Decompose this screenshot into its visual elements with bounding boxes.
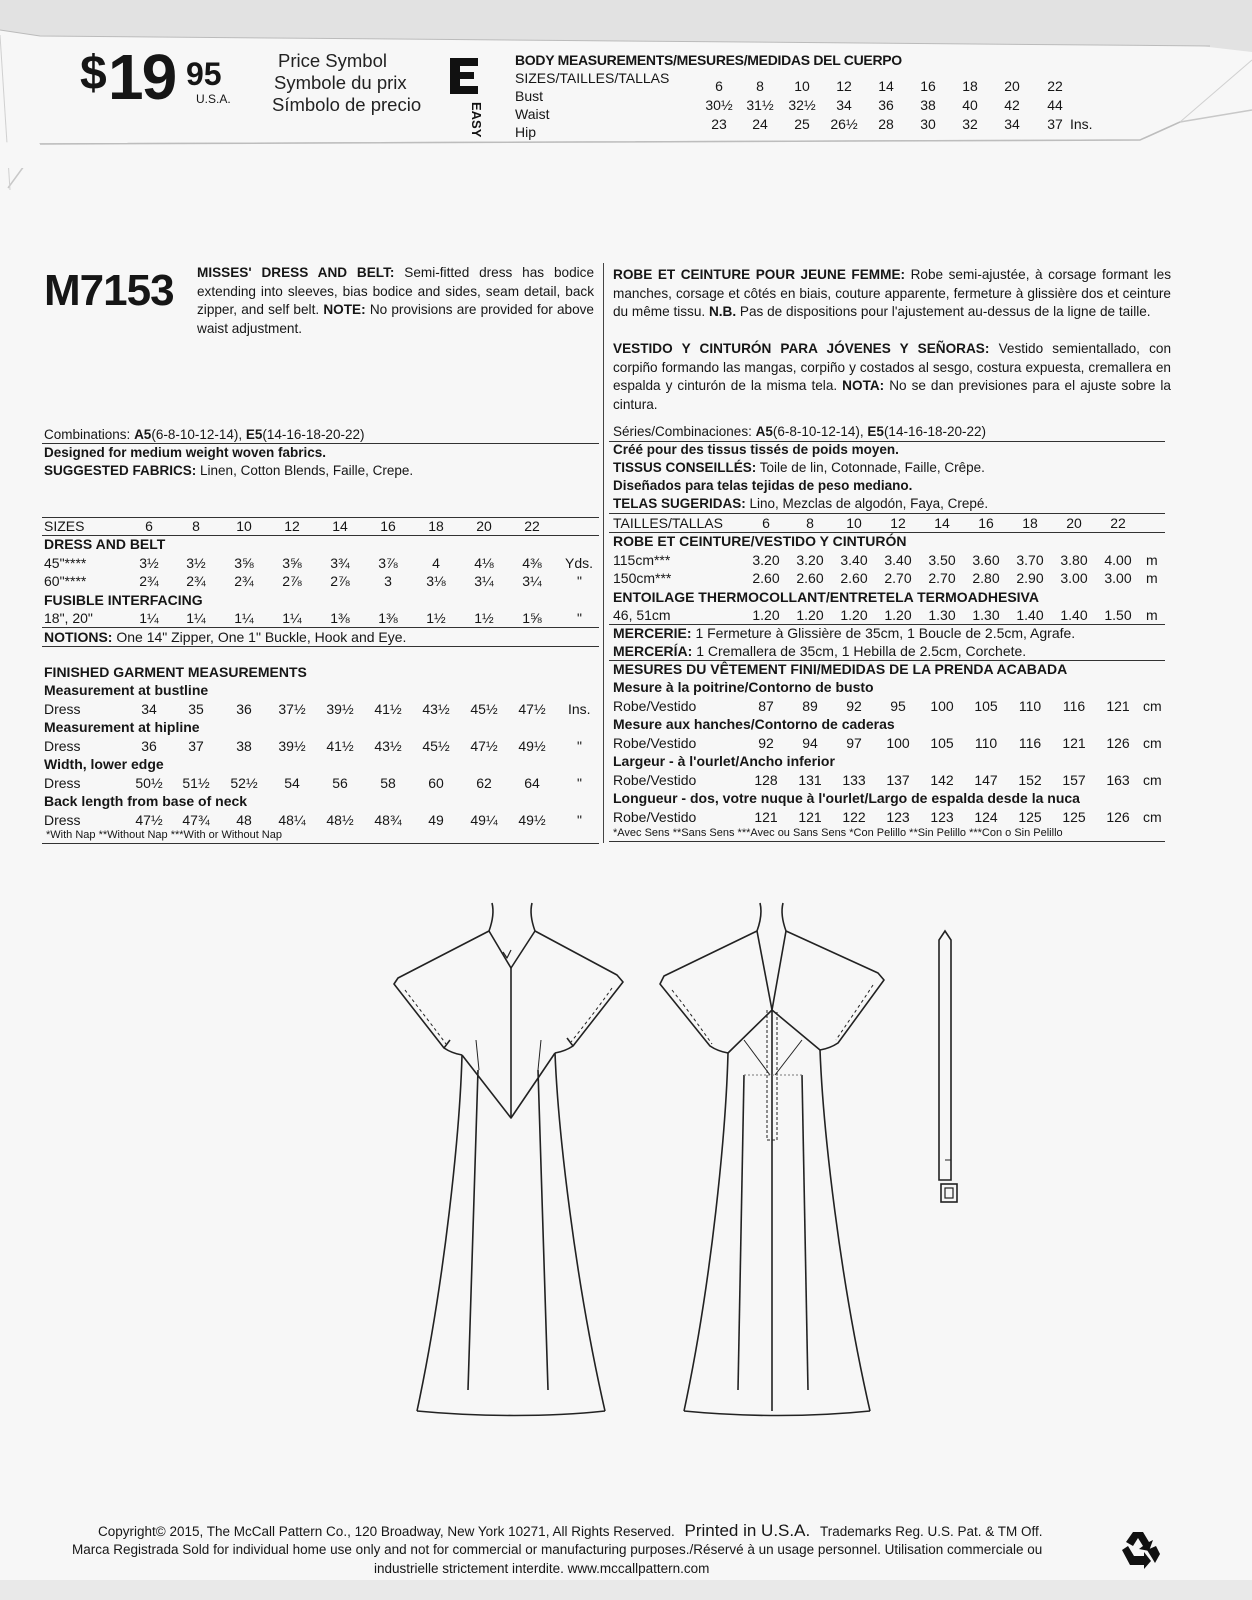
mercerie-label: MERCERIE: — [613, 625, 692, 641]
merceria-label: MERCERÍA: — [613, 643, 693, 659]
yardage-cell: 2¾ — [234, 573, 254, 589]
cm-unit: cm — [1143, 809, 1162, 825]
yardage-cell: 4 — [432, 555, 440, 571]
designed-for: Designed for medium weight woven fabrics. — [44, 445, 327, 460]
row-115-label: 115cm*** — [613, 552, 671, 568]
measure-cell: 37½ — [278, 701, 306, 717]
row-46-label: 46, 51cm — [613, 607, 671, 623]
easy-logo-text: EASY — [469, 102, 484, 138]
metre-cell: 1.30 — [928, 607, 956, 623]
waist-cell: 32 — [962, 116, 978, 132]
metre-cell: 1.40 — [1060, 607, 1088, 623]
french-note: Pas de dispositions pour l'ajustement au-dessus de la ligne de taille. — [739, 304, 1151, 319]
body-size-cell: 12 — [836, 78, 852, 94]
measure-cell: 62 — [476, 775, 492, 791]
metre-cell: 2.60 — [752, 570, 780, 586]
metre-cell: 3.00 — [1104, 570, 1132, 586]
hipline-label: Measurement at hipline — [44, 719, 200, 735]
fr-designed: Créé pour des tissus tissés de poids moyen. — [613, 442, 899, 457]
measure-cell: 49¼ — [470, 812, 498, 828]
measure-cell: 39½ — [326, 701, 354, 717]
measure-cell: 48¼ — [278, 812, 306, 828]
mercerie-text: 1 Fermeture à Glissière de 35cm, 1 Boucle de 2.5cm, Agrafe. — [695, 625, 1076, 641]
waist-cell: 34 — [1004, 116, 1020, 132]
bust-cell: 42 — [1004, 97, 1020, 113]
measure-cell: 41½ — [374, 701, 402, 717]
pattern-number: M7153 — [44, 266, 174, 315]
english-nap-note: *With Nap **Without Nap ***With or Without Nap — [46, 829, 282, 841]
yardage-cell: 2¾ — [186, 573, 206, 589]
m-unit: m — [1146, 570, 1158, 586]
measure-cell: 51½ — [182, 775, 210, 791]
measure-cell: 43½ — [374, 738, 402, 754]
metre-cell: 2.90 — [1016, 570, 1044, 586]
back-length-label: Back length from base of neck — [44, 793, 248, 809]
cm-cell: 125 — [1018, 809, 1042, 825]
robe-label: Robe/Vestido — [613, 698, 697, 714]
measure-cell: 49½ — [518, 812, 546, 828]
metre-cell: 2.70 — [884, 570, 912, 586]
metre-cell: 1.30 — [972, 607, 1000, 623]
measure-cell: 56 — [332, 775, 348, 791]
size-cell: 18 — [428, 518, 444, 534]
metre-cell: 3.80 — [1060, 552, 1088, 568]
metre-cell: 1.20 — [884, 607, 912, 623]
fr-suggested-text: Toile de lin, Cotonnade, Faille, Crêpe. — [759, 460, 985, 475]
ditto-mark: " — [577, 775, 582, 791]
metre-cell: 3.70 — [1016, 552, 1044, 568]
fs-combo-a5-sizes: (6-8-10-12-14), — [772, 424, 864, 439]
copyright-line — [98, 1521, 1043, 1541]
measure-cell: 47½ — [135, 812, 163, 828]
cm-cell: 137 — [886, 772, 910, 788]
yardage-cell: 4⅛ — [474, 555, 494, 571]
fs-size-cell: 12 — [890, 515, 906, 531]
fs-finished-label: MESURES DU VÊTEMENT FINI/MEDIDAS DE LA PRENDA ACABADA — [613, 661, 1068, 677]
fs-combo-a5: A5 — [755, 424, 773, 439]
dress-label: Dress — [44, 701, 81, 717]
metre-cell: 2.60 — [840, 570, 868, 586]
english-note-label: NOTE: — [323, 302, 366, 317]
waist-cell: 23 — [711, 116, 727, 132]
fs-bust-label: Mesure à la poitrine/Contorno de busto — [613, 679, 874, 695]
bust-label: Bust — [515, 88, 544, 104]
fusible-label: FUSIBLE INTERFACING — [44, 592, 203, 608]
fs-combinations-label: Séries/Combinaciones: — [613, 424, 752, 439]
yardage-cell: 3⅝ — [234, 555, 254, 571]
combo-e5: E5 — [245, 427, 263, 442]
measure-cell: 52½ — [230, 775, 258, 791]
cm-cell: 92 — [758, 735, 774, 751]
cm-cell: 147 — [974, 772, 998, 788]
measure-cell: 60 — [428, 775, 444, 791]
yardage-cell: 1½ — [474, 610, 494, 626]
waist-cell: 25 — [794, 116, 810, 132]
english-note: No provisions are provided for above waist adjustment. — [197, 302, 594, 336]
cm-cell: 157 — [1062, 772, 1086, 788]
yardage-cell: 3¼ — [522, 573, 542, 589]
dress-belt-label: DRESS AND BELT — [44, 536, 166, 552]
size-cell: 12 — [284, 518, 300, 534]
cm-cell: 126 — [1106, 735, 1130, 751]
metre-cell: 2.80 — [972, 570, 1000, 586]
row-150-label: 150cm*** — [613, 570, 672, 586]
measure-cell: 48 — [236, 812, 252, 828]
price-cents: 95 — [186, 56, 222, 92]
metre-cell: 3.20 — [752, 552, 780, 568]
waist-cell: 28 — [878, 116, 894, 132]
waist-cell: 24 — [752, 116, 768, 132]
cm-cell: 110 — [1018, 698, 1042, 714]
body-size-cell: 6 — [715, 78, 723, 94]
cm-cell: 125 — [1062, 809, 1086, 825]
width-label: Width, lower edge — [44, 756, 164, 772]
fs-combo-e5-sizes: (14-16-18-20-22) — [883, 424, 986, 439]
yardage-cell: 1⅜ — [378, 610, 398, 626]
cm-cell: 121 — [798, 809, 822, 825]
cm-cell: 87 — [758, 698, 774, 714]
cm-cell: 126 — [1106, 809, 1130, 825]
size-cell: 16 — [380, 518, 396, 534]
suggested-text: Linen, Cotton Blends, Faille, Crepe. — [200, 463, 414, 478]
english-description-text: Semi-fitted dress has bodice extending into sleeves, bias bodice and sides, seam detail, back zipper, and self belt. — [197, 265, 595, 317]
yardage-cell: 1¼ — [139, 610, 159, 626]
robe-label: Robe/Vestido — [613, 735, 697, 751]
yardage-cell: 3⅛ — [426, 573, 446, 589]
measure-cell: 47½ — [518, 701, 546, 717]
fs-size-cell: 8 — [806, 515, 814, 531]
fr-suggested-label: TISSUS CONSEILLÉS: — [613, 460, 757, 475]
dress-label: Dress — [44, 775, 81, 791]
measure-cell: 43½ — [422, 701, 450, 717]
body-size-cell: 20 — [1004, 78, 1020, 94]
bust-cell: 38 — [920, 97, 936, 113]
fs-size-cell: 20 — [1066, 515, 1082, 531]
es-suggested-text: Lino, Mezclas de algodón, Faya, Crepé. — [749, 496, 989, 511]
cm-cell: 116 — [1018, 735, 1042, 751]
ditto-mark: " — [577, 812, 582, 828]
m-unit: m — [1146, 607, 1158, 623]
body-size-cell: 16 — [920, 78, 936, 94]
price-symbol-en: Price Symbol — [278, 50, 387, 71]
fs-combo-e5: E5 — [867, 424, 884, 439]
combo-a5: A5 — [134, 427, 152, 442]
metre-cell: 3.50 — [928, 552, 956, 568]
cm-cell: 124 — [974, 809, 998, 825]
yardage-cell: 1¼ — [186, 610, 206, 626]
measure-cell: 47½ — [470, 738, 498, 754]
yardage-cell: 1¼ — [282, 610, 302, 626]
cm-cell: 123 — [930, 809, 954, 825]
es-designed: Diseñados para telas tejidas de peso mediano. — [613, 478, 913, 493]
metre-cell: 3.00 — [1060, 570, 1088, 586]
cm-cell: 105 — [930, 735, 954, 751]
measure-cell: 35 — [188, 701, 204, 717]
fs-sizes-label: TAILLES/TALLAS — [613, 515, 723, 531]
price-currency: U.S.A. — [196, 92, 231, 106]
body-size-cell: 22 — [1047, 78, 1063, 94]
french-title: ROBE ET CEINTURE POUR JEUNE FEMME: — [613, 267, 906, 282]
yardage-cell: 3 — [384, 573, 392, 589]
spanish-note-label: NOTA: — [842, 378, 885, 393]
yardage-cell: 1⅝ — [522, 610, 542, 626]
yardage-cell: 2¾ — [139, 573, 159, 589]
metre-cell: 2.60 — [796, 570, 824, 586]
cm-cell: 92 — [846, 698, 862, 714]
waist-label: Waist — [515, 106, 550, 122]
yardage-cell: 3½ — [186, 555, 206, 571]
fs-size-cell: 18 — [1022, 515, 1038, 531]
yardage-cell: 3½ — [139, 555, 159, 571]
hip-label: Hip — [515, 124, 537, 140]
cm-cell: 110 — [974, 735, 998, 751]
combo-a5-sizes: (6-8-10-12-14), — [151, 427, 243, 442]
yardage-cell: 3¼ — [474, 573, 494, 589]
waist-cell: 37 — [1047, 116, 1063, 132]
price-main: 19 — [108, 41, 176, 113]
printed-in: Printed in U.S.A. — [684, 1521, 811, 1540]
body-size-cell: 18 — [962, 78, 978, 94]
row-45-label: 45"**** — [44, 555, 87, 571]
measure-cell: 36 — [141, 738, 157, 754]
bust-cell: 30½ — [705, 97, 733, 113]
metre-cell: 3.60 — [972, 552, 1000, 568]
measure-cell: 41½ — [326, 738, 354, 754]
combinations-label: Combinations: — [44, 427, 131, 442]
measure-cell: 58 — [380, 775, 396, 791]
notions-text: One 14" Zipper, One 1" Buckle, Hook and Eye. — [116, 629, 407, 645]
cm-cell: 97 — [846, 735, 862, 751]
waist-cell: 30 — [920, 116, 936, 132]
measure-cell: 47¾ — [182, 812, 210, 828]
bust-cell: 44 — [1047, 97, 1063, 113]
measure-cell: 39½ — [278, 738, 306, 754]
size-cell: 8 — [192, 518, 200, 534]
cm-cell: 121 — [754, 809, 778, 825]
cm-cell: 121 — [1106, 698, 1130, 714]
cm-unit: cm — [1143, 698, 1162, 714]
robe-label: Robe/Vestido — [613, 772, 697, 788]
metre-cell: 1.20 — [840, 607, 868, 623]
recycle-icon-svg — [1116, 1524, 1164, 1572]
cm-unit: cm — [1143, 735, 1162, 751]
fs-size-cell: 22 — [1110, 515, 1126, 531]
measure-cell: 38 — [236, 738, 252, 754]
fs-back-label: Longueur - dos, votre nuque à l'ourlet/Largo de espalda desde la nuca — [613, 790, 1080, 806]
notions-label: NOTIONS: — [44, 629, 113, 645]
yardage-cell: 4⅜ — [522, 555, 542, 571]
cm-cell: 163 — [1106, 772, 1130, 788]
measure-cell: 48¾ — [374, 812, 402, 828]
fs-size-cell: 14 — [934, 515, 950, 531]
ditto-mark: " — [577, 573, 582, 589]
metre-cell: 3.20 — [796, 552, 824, 568]
cm-cell: 123 — [886, 809, 910, 825]
metre-cell: 2.70 — [928, 570, 956, 586]
copyright-text: Copyright© 2015, The McCall Pattern Co., 120 Broadway, New York 10271, All Rights Reserved. — [98, 1524, 675, 1539]
cm-cell: 105 — [974, 698, 998, 714]
bust-cell: 32½ — [788, 97, 816, 113]
price-symbol-es: Símbolo de precio — [272, 94, 422, 115]
yardage-cell: 2⅞ — [330, 573, 350, 589]
french-description-text: Robe semi-ajustée, à corsage formant les manches, corsage et côtés en biais, couture apparente, fermeture à glissière dos et ceinture du même tissu. — [613, 267, 1172, 319]
cm-cell: 152 — [1018, 772, 1042, 788]
metre-cell: 1.50 — [1104, 607, 1132, 623]
body-sizes-label: SIZES/TAILLES/TALLAS — [515, 70, 670, 86]
measure-cell: 45½ — [470, 701, 498, 717]
dress-label: Dress — [44, 812, 81, 828]
footer-line-2: Marca Registrada Sold for individual home use only and not for commercial or manufacturing purposes./Réservé à un usage personnel. Utilisation commerciale ou — [72, 1542, 1043, 1557]
ditto-mark: " — [577, 738, 582, 754]
measure-cell: 36 — [236, 701, 252, 717]
english-title: MISSES' DRESS AND BELT: — [197, 265, 395, 280]
body-size-cell: 8 — [756, 78, 764, 94]
measure-cell: 54 — [284, 775, 300, 791]
french-note-label: N.B. — [708, 304, 737, 319]
yardage-cell: 1⅜ — [330, 610, 350, 626]
footer-line-3: industrielle strictement interdite. www.mccallpattern.com — [374, 1561, 710, 1576]
cm-cell: 131 — [798, 772, 822, 788]
yardage-cell: 3⅞ — [378, 555, 398, 571]
sizes-label: SIZES — [44, 518, 85, 534]
recycle-icon — [1116, 1524, 1164, 1572]
cm-cell: 100 — [930, 698, 954, 714]
measure-cell: 49½ — [518, 738, 546, 754]
metre-cell: 3.40 — [884, 552, 912, 568]
merceria-text: 1 Cremallera de 35cm, 1 Hebilla de 2.5cm, Corchete. — [696, 643, 1027, 659]
yardage-cell: 1½ — [426, 610, 446, 626]
price-dollar: $ — [80, 47, 107, 100]
measure-cell: 64 — [524, 775, 540, 791]
combo-e5-sizes: (14-16-18-20-22) — [262, 427, 365, 442]
cm-cell: 128 — [754, 772, 778, 788]
cm-cell: 94 — [802, 735, 818, 751]
m-unit: m — [1146, 552, 1158, 568]
es-suggested-label: TELAS SUGERIDAS: — [613, 496, 746, 511]
measure-cell: 50½ — [135, 775, 163, 791]
metre-cell: 1.40 — [1016, 607, 1044, 623]
waist-cell: 26½ — [830, 116, 858, 132]
fs-dress-belt-label: ROBE ET CEINTURE/VESTIDO Y CINTURÓN — [613, 533, 907, 549]
size-cell: 10 — [236, 518, 252, 534]
measure-cell: 37 — [188, 738, 204, 754]
body-size-cell: 10 — [794, 78, 810, 94]
body-unit: Ins. — [1070, 116, 1093, 132]
bust-cell: 36 — [878, 97, 894, 113]
spanish-description-text: Vestido semientallado, con corpiño formando las mangas, corpiño y costados al sesgo, costura expuesta, cremallera en espalda y cinturón de la misma tela. — [613, 341, 1172, 393]
ditto-mark: " — [577, 610, 582, 626]
spanish-note: No se dan previsiones para el ajuste sobre la cintura. — [613, 378, 1171, 412]
cm-unit: cm — [1143, 772, 1162, 788]
size-cell: 22 — [524, 518, 540, 534]
row-60-label: 60"**** — [44, 573, 87, 589]
metre-cell: 1.20 — [752, 607, 780, 623]
entoilage-label: ENTOILAGE THERMOCOLLANT/ENTRETELA TERMOADHESIVA — [613, 589, 1039, 605]
dress-label: Dress — [44, 738, 81, 754]
size-cell: 6 — [145, 518, 153, 534]
fs-size-cell: 6 — [762, 515, 770, 531]
fs-size-cell: 10 — [846, 515, 862, 531]
size-cell: 20 — [476, 518, 492, 534]
fs-hip-label: Mesure aux hanches/Contorno de caderas — [613, 716, 895, 732]
cm-cell: 95 — [890, 698, 906, 714]
spanish-title: VESTIDO Y CINTURÓN PARA JÓVENES Y SEÑORAS: — [613, 341, 990, 356]
cm-cell: 116 — [1062, 698, 1086, 714]
price-symbol-fr: Symbole du prix — [274, 72, 407, 93]
measure-cell: 45½ — [422, 738, 450, 754]
row-18-label: 18", 20" — [44, 610, 93, 626]
cm-cell: 100 — [886, 735, 910, 751]
suggested-label: SUGGESTED FABRICS: — [44, 463, 197, 478]
body-size-cell: 14 — [878, 78, 894, 94]
cm-cell: 89 — [802, 698, 818, 714]
metre-cell: 4.00 — [1104, 552, 1132, 568]
cm-cell: 133 — [842, 772, 866, 788]
yards-unit: Yds. — [565, 555, 594, 571]
bust-cell: 31½ — [746, 97, 774, 113]
trademarks: Trademarks Reg. U.S. Pat. & TM Off. — [819, 1524, 1043, 1539]
cm-cell: 122 — [842, 809, 866, 825]
yardage-cell: 3¾ — [330, 555, 350, 571]
finished-label: FINISHED GARMENT MEASUREMENTS — [44, 664, 307, 680]
fs-nap-note: *Avec Sens **Sans Sens ***Avec ou Sans Sens *Con Pelillo **Sin Pelillo ***Con o Sin Pelillo — [613, 827, 1063, 839]
yardage-cell: 1¼ — [234, 610, 254, 626]
metre-cell: 1.20 — [796, 607, 824, 623]
yardage-cell: 3⅝ — [282, 555, 302, 571]
ins-unit: Ins. — [568, 701, 591, 717]
bust-cell: 40 — [962, 97, 978, 113]
fs-width-label: Largeur - à l'ourlet/Ancho inferior — [613, 753, 835, 769]
bust-cell: 34 — [836, 97, 852, 113]
fs-size-cell: 16 — [978, 515, 994, 531]
measure-cell: 49 — [428, 812, 444, 828]
bustline-label: Measurement at bustline — [44, 682, 209, 698]
yardage-cell: 2⅞ — [282, 573, 302, 589]
body-measurements-title: BODY MEASUREMENTS/MESURES/MEDIDAS DEL CUERPO — [515, 52, 902, 68]
cm-cell: 142 — [930, 772, 954, 788]
measure-cell: 34 — [141, 701, 157, 717]
robe-label: Robe/Vestido — [613, 809, 697, 825]
measure-cell: 48½ — [326, 812, 354, 828]
cm-cell: 121 — [1062, 735, 1086, 751]
size-cell: 14 — [332, 518, 348, 534]
metre-cell: 3.40 — [840, 552, 868, 568]
